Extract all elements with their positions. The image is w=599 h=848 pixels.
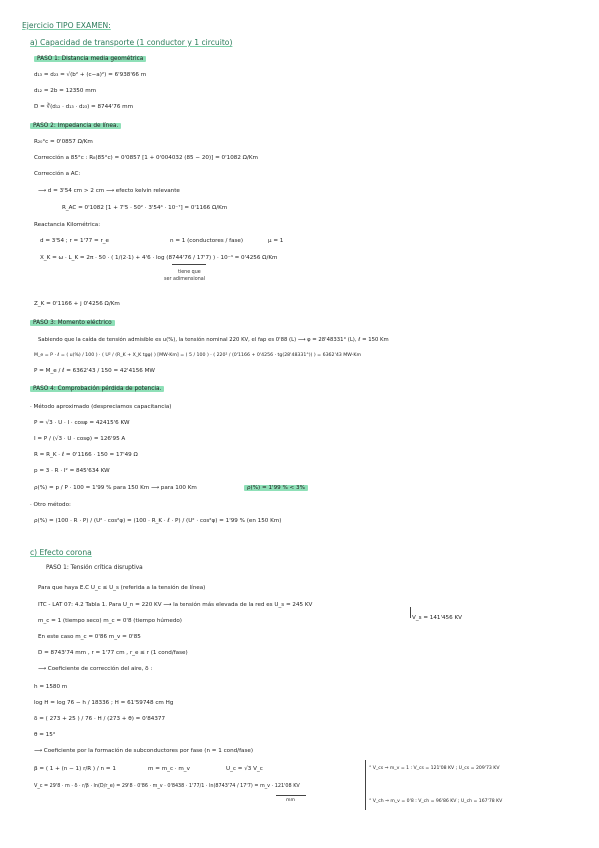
paso2-react-label: Reactancia Kilométrica: xyxy=(34,222,101,228)
paso4-metodo2: · Otro método: xyxy=(30,502,71,508)
corona-vc: V_c = 29'8 · m · δ · r/β · ln(D/r_e) = 29'8 · 0'86 · m_v · 0'8438 · 1'77/1 · ln(8743'74 / 17'7) = m_v · 121'08 KV xyxy=(34,783,300,789)
vc-underbrace xyxy=(276,795,306,796)
corona-theta: θ = 15° xyxy=(34,732,56,738)
paso3-text: Sabiendo que la caída de tensión admisible es u(%), la tensión nominal 220 KV, el fap es 0'88 (L) ⟶ φ = 28'48331° (L), ℓ = 150 Km xyxy=(38,337,389,343)
paso2-xk: X_K = ω · L_K = 2π · 50 · ( 1/(2·1) + 4'6 · log (8744'76 / 17'7) ) · 10⁻⁴ = 0'4256 Ω/Km xyxy=(40,255,278,261)
section-c-heading: c) Efecto corona xyxy=(30,548,92,557)
paso3-p: P = M_e / ℓ = 6362'43 / 150 = 42'4156 MW xyxy=(34,368,155,374)
paso1-line2: d₁₂ = 2b = 12350 mm xyxy=(34,88,97,94)
corona-m: m = m_c · m_v xyxy=(148,766,190,772)
paso1-line1: d₁₃ = d₂₃ = √(b² + (c−a)²) = 6'938'66 m xyxy=(34,72,147,78)
paso2-note1: tiene que xyxy=(178,270,201,275)
corona-D: D = 8743'74 mm , r = 1'77 cm , r_e ≤ r (1 cond/fase) xyxy=(38,650,188,656)
paso4-line3: R = R_K · ℓ = 0'1166 · 150 = 17'49 Ω xyxy=(34,452,138,458)
corona-caso: En este caso m_c = 0'86 m_v = 0'85 xyxy=(38,634,141,640)
corona-bracket-label: mm xyxy=(286,798,295,803)
paso4-line5a: ρ(%) = p / P · 100 = 1'99 % para 150 Km ⟶ para 100 Km xyxy=(34,485,197,491)
paso4-label: PASO 4: Comprobación pérdida de potencia. xyxy=(30,386,164,393)
corona-para: Para que haya E.C U_c ≤ U_s (referida a la tensión de línea) xyxy=(38,585,206,591)
vs-arrow xyxy=(410,607,411,618)
corona-h: h = 1580 m xyxy=(34,684,68,690)
paso3-label: PASO 3: Momento eléctrico xyxy=(30,320,115,327)
paso2-react-mu: μ = 1 xyxy=(268,238,284,244)
cases-bracket xyxy=(365,760,366,810)
paso4-line5b: ρ(%) = 1'99 % < 3% xyxy=(244,485,308,492)
paso3-me: M_e = P · ℓ = ( u(%) / 100 ) · ( U² / (R_K + X_K tgφ) ) [MW·Km] = ( 5 / 100 ) · ( 220² / (0'1166 + 0'4256 · tg(28'48331°)) ) = 6362'43 MW·Km xyxy=(34,353,362,358)
corona-paso1-label: PASO 1: Tensión crítica disruptiva xyxy=(46,565,143,571)
paso2-corrAC: Corrección a AC: xyxy=(34,171,81,177)
paso2-corr85: Corrección a 85°c : R₈(85°c) = 0'0857 [1 + 0'004032 (85 − 20)] = 0'1082 Ω/Km xyxy=(34,155,258,161)
corona-case2: ° V_ch ⇒ m_v = 0'8 : V_ch = 96'86 KV ; U_ch = 167'78 KV xyxy=(369,799,503,804)
paso2-r20: R₂₀°c = 0'0857 Ω/Km xyxy=(34,139,93,145)
paso1-line3: D = ∛(d₁₂ · d₁₃ · d₂₃) = 8744'76 mm xyxy=(34,104,134,110)
paso4-line2: I = P / (√3 · U · cosφ) = 126'95 A xyxy=(34,436,126,442)
corona-uc: U_c = √3 V_c xyxy=(226,766,263,772)
paso2-react-params: d = 3'54 ; r = 1'77 = r_e xyxy=(40,238,109,244)
corona-logH: log H = log 76 − h / 18336 ; H = 61'59748 cm Hg xyxy=(34,700,174,706)
corona-vs: V_s = 141'456 KV xyxy=(412,615,462,621)
corona-beta: β = ( 1 + (n − 1) r/R ) / n = 1 xyxy=(34,766,116,772)
paso1-label: PASO 1: Distancia media geométrica xyxy=(34,56,146,63)
corona-mc: m_c = 1 (tiempo seco) m_c = 0'8 (tiempo húmedo) xyxy=(38,618,182,624)
paso4-metodo1: · Método aproximado (despreciamos capacitancia) xyxy=(30,404,172,410)
underbrace-line xyxy=(172,264,206,265)
paso4-line1: P = √3 · U · I · cosφ = 42415'6 KW xyxy=(34,420,130,426)
paso2-skin: ⟶ d = 3'54 cm > 2 cm ⟶ efecto kelvin relevante xyxy=(38,188,180,194)
corona-itc: ITC - LAT 07: 4.2 Tabla 1. Para U_n = 220 KV ⟶ la tensión más elevada de la red es U_s = 245 KV xyxy=(38,602,313,608)
paso2-rac: R_AC = 0'1082 [1 + 7'5 · 50² · 3'54⁴ · 10⁻⁷] = 0'1166 Ω/Km xyxy=(62,205,228,211)
section-a-heading: a) Capacidad de transporte (1 conductor y 1 circuito) xyxy=(30,38,233,47)
paso2-react-n: n = 1 (conductores / fase) xyxy=(170,238,244,244)
corona-delta: δ = ( 273 + 25 ) / 76 · H / (273 + θ) = 0'84377 xyxy=(34,716,166,722)
paso4-line6: ρ(%) = (100 · R · P) / (U² · cos²φ) = (100 · R_K · ℓ · P) / (U² · cos²φ) = 1'99 % (en 150 Km) xyxy=(34,518,282,524)
paso4-line4: p = 3 · R · I² = 845'634 KW xyxy=(34,468,110,474)
paso2-note2: ser adimensional xyxy=(164,277,206,282)
corona-coef2: ⟶ Coeficiente por la formación de subconductores por fase (n = 1 cond/fase) xyxy=(34,748,253,754)
corona-coef: ⟶ Coeficiente de corrección del aire, δ : xyxy=(38,666,153,672)
document-title: Ejercicio TIPO EXAMEN: xyxy=(22,21,111,30)
paso2-label: PASO 2: Impedancia de línea. xyxy=(30,123,121,130)
paso2-zk: Z_K = 0'1166 + j 0'4256 Ω/Km xyxy=(34,301,120,307)
corona-case1: ° V_cs ⇒ m_v = 1 : V_cs = 121'08 KV ; U_cs = 209'73 KV xyxy=(369,766,500,771)
